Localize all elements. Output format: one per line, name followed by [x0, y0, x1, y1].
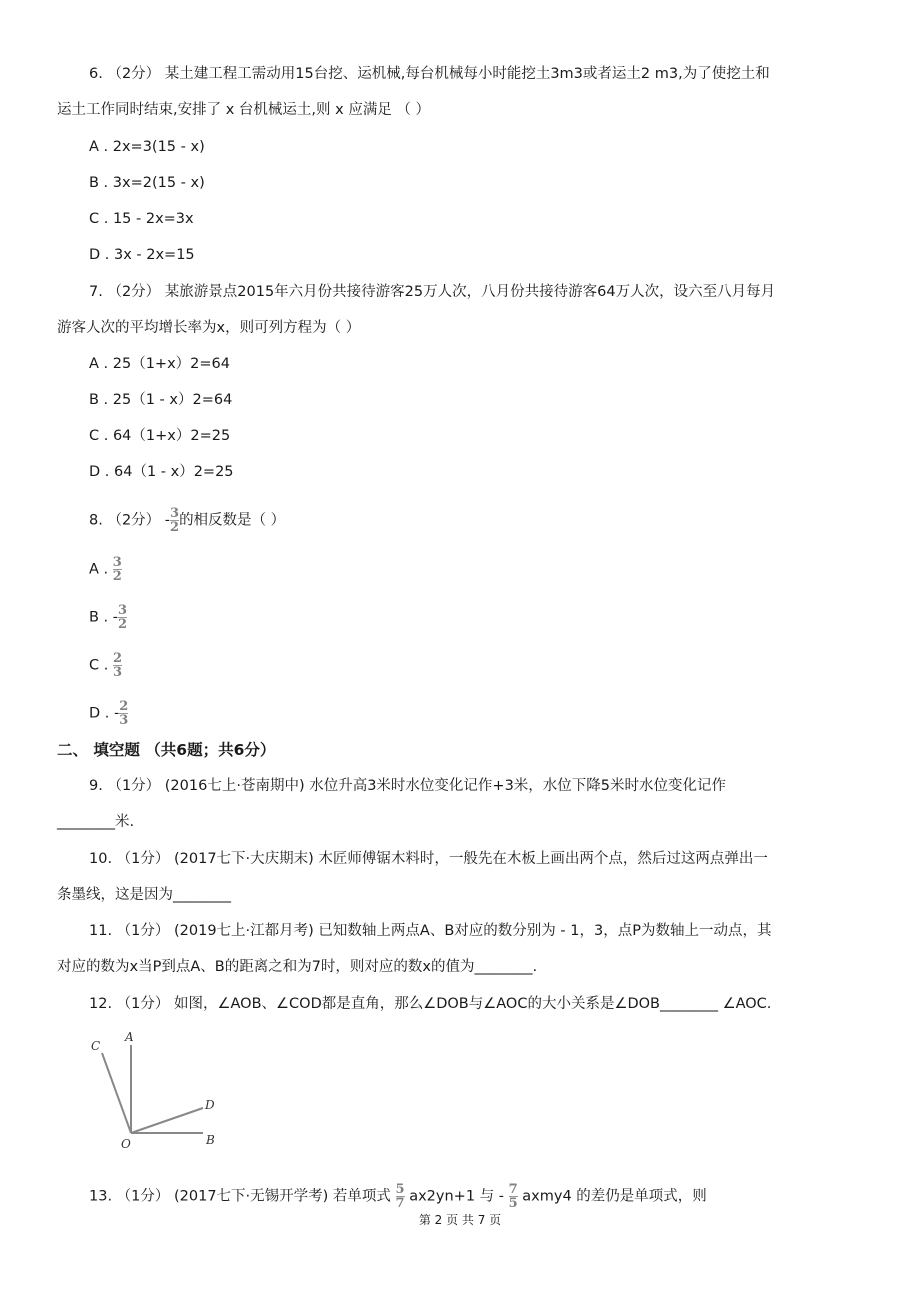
q8-option-a [89, 557, 122, 582]
q13-fraction-2 [509, 1184, 518, 1209]
angle-figure [85, 1028, 235, 1158]
frac-den: 3 [112, 665, 122, 680]
q8-option-b-fraction [118, 605, 127, 630]
q8-prefix: 8. （2分） - [89, 512, 171, 529]
q6-line1: 6. （2分） 某土建工程工需动用15台挖、运机械,每台机械每小时能挖土3m3或者运土2 m3,为了使挖土和 [89, 66, 770, 82]
q13-suffix: axmy4 的差仍是单项式，则 [522, 1188, 707, 1205]
q10-line1: 10. （1分） (2017七下·大庆期末) 木匠师傅锯木料时，一般先在木板上画出两个点，然后过这两点弹出一 [89, 851, 768, 867]
q10-line2: 条墨线，这是因为________ [57, 887, 231, 903]
q7-option-c: C . 64（1+x）2=25 [89, 428, 231, 444]
q13-mid: ax2yn+1 与 - [409, 1188, 504, 1205]
q11-line1: 11. （1分） (2019七上·江都月考) 已知数轴上两点A、B对应的数分别为 - 1，3，点P为数轴上一动点，其 [89, 923, 772, 939]
q8-suffix: 的相反数是（ ） [179, 512, 286, 529]
frac-num: 7 [508, 1182, 518, 1197]
frac-num: 3 [112, 555, 122, 570]
q7-line2: 游客人次的平均增长率为x，则可列方程为（ ） [57, 320, 361, 336]
label-c: C [91, 1039, 101, 1053]
section-heading: 二、 填空题 （共6题；共6分） [57, 741, 276, 759]
q13-fraction-1 [396, 1184, 405, 1209]
q6-option-b: B . 3x=2(15 - x) [89, 175, 205, 191]
q12-line1: 12. （1分） 如图，∠AOB、∠COD都是直角，那么∠DOB与∠AOC的大小关系是∠DOB________ ∠AOC. [89, 996, 772, 1012]
q6-option-a: A . 2x=3(15 - x) [89, 139, 205, 155]
ray-od [131, 1108, 203, 1133]
frac-den: 7 [395, 1196, 405, 1211]
frac-den: 3 [119, 713, 129, 728]
frac-num: 3 [118, 603, 128, 618]
q7-line1: 7. （2分） 某旅游景点2015年六月份共接待游客25万人次，八月份共接待游客64万人次，设六至八月每月 [89, 284, 776, 300]
q8-option-d-label: D . [89, 705, 110, 722]
q9-line1: 9. （1分） (2016七上·苍南期中) 水位升高3米时水位变化记作+3米，水位下降5米时水位变化记作 [89, 778, 727, 794]
q8-option-a-label: A . [89, 561, 109, 578]
frac-num: 5 [395, 1182, 405, 1197]
frac-den: 2 [112, 569, 122, 584]
q8-option-d-sign: - [114, 705, 120, 722]
q8-option-a-fraction [113, 557, 122, 582]
q7-option-b: B . 25（1 - x）2=64 [89, 392, 233, 408]
q8-option-c-fraction [113, 653, 122, 678]
q8-option-d-fraction [119, 701, 128, 726]
q11-line2: 对应的数为x当P到点A、B的距离之和为7时，则对应的数x的值为________. [57, 959, 538, 975]
frac-den: 5 [508, 1196, 518, 1211]
frac-num: 2 [112, 651, 122, 666]
q8-frac-den: 2 [170, 520, 180, 535]
q8-frac-num: 3 [170, 506, 180, 521]
ray-oc [102, 1053, 131, 1133]
q6-option-c: C . 15 - 2x=3x [89, 211, 194, 227]
label-d: D [205, 1098, 215, 1112]
q8-fraction [170, 508, 179, 533]
q9-line2: ________米. [57, 814, 135, 830]
q8-option-b [89, 605, 127, 630]
q7-option-a: A . 25（1+x）2=64 [89, 356, 230, 372]
label-o: O [121, 1137, 131, 1151]
q8-option-c [89, 653, 122, 678]
q8-stem [89, 508, 285, 533]
q13-prefix: 13. （1分） (2017七下·无锡开学考) 若单项式 [89, 1188, 391, 1205]
q8-option-d [89, 701, 128, 726]
q8-option-b-sign: - [112, 609, 119, 626]
page-footer: 第 2 页 共 7 页 [418, 1213, 502, 1227]
q6-line2: 运土工作同时结束,安排了 x 台机械运土,则 x 应满足 （ ） [57, 102, 431, 118]
label-a: A [125, 1030, 134, 1044]
frac-den: 2 [118, 617, 128, 632]
q8-option-b-label: B . [89, 609, 109, 626]
frac-num: 2 [119, 699, 129, 714]
q7-option-d: D . 64（1 - x）2=25 [89, 464, 234, 480]
q13-line1 [89, 1184, 707, 1209]
q8-option-c-label: C . [89, 657, 109, 674]
q6-option-d: D . 3x - 2x=15 [89, 247, 195, 263]
label-b: B [206, 1133, 215, 1147]
